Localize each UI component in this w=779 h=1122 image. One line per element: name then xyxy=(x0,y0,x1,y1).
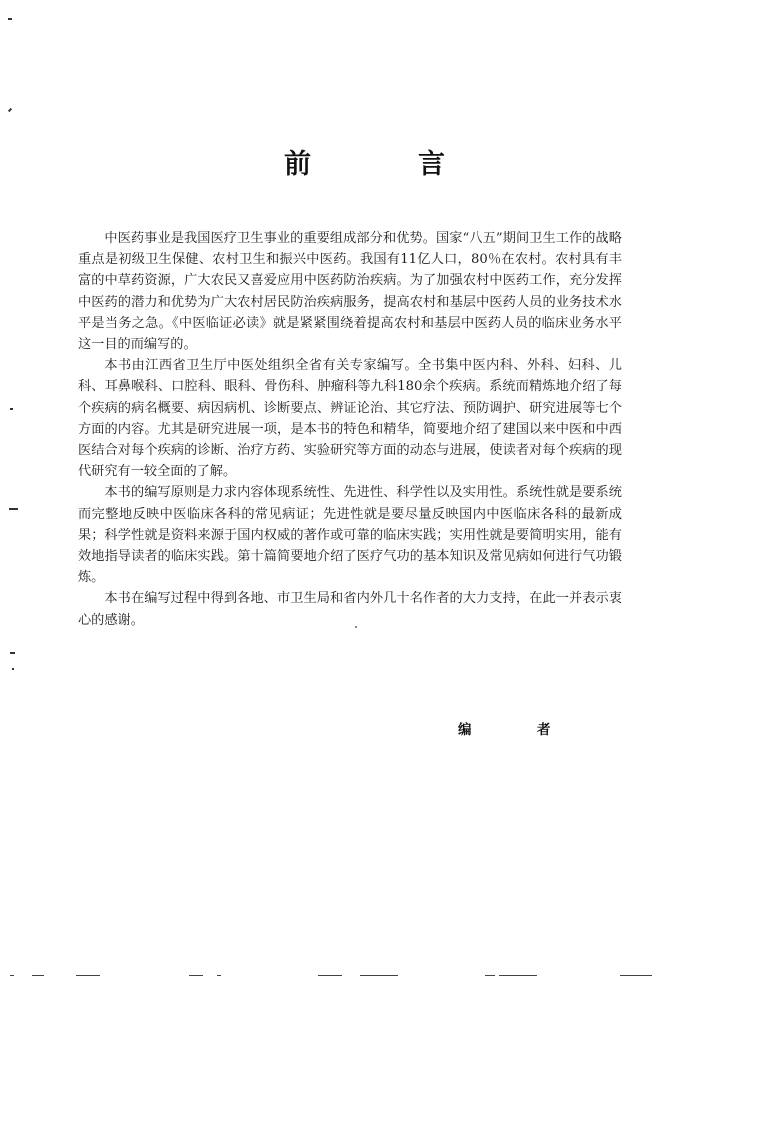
paragraph: 本书由江西省卫生厅中医处组织全省有关专家编写。全书集中医内科、外科、妇科、儿科、耳鼻喉科、口腔科、眼科、骨伤科、肿瘤科等九科180余个疾病。系统而精炼地介绍了每个疾病的病名概要、病因病机、诊断要点、辨证论治、其它疗法、预防调护、研究进展等七个方面的内容。尤其是研究进展一项，是本书的特色和精华，简要地介绍了建国以来中医和中西医结合对每个疾病的诊断、治疗方药、实验研究等方面的动态与进展，使读者对每个疾病的现代研究有一较全面的了解。 xyxy=(78,358,622,480)
page-title: 前 言 xyxy=(284,149,485,180)
paragraph: 中医药事业是我国医疗卫生事业的重要组成部分和优势。国家“八五”期间卫生工作的战略重点是初级卫生保健、农村卫生和振兴中医药。我国有11亿人口，80％在农村。农村具有丰富的中草药资源，广大农民又喜爱应用中医药防治疾病。为了加强农村中医药工作，充分发挥中医药的潜力和优势为广大农村居民防治疾病服务，提高农村和基层中医药人员的业务技术水平是当务之急。《中医临证必读》就是紧紧围绕着提高农村和基层中医药人员的临床业务水平这一目的而编写的。 xyxy=(78,231,622,353)
paragraph: 本书在编写过程中得到各地、市卫生局和省内外几十名作者的大力支持，在此一并表示衷心的感谢。 xyxy=(78,591,622,628)
author-signature: 编 者 xyxy=(458,722,577,738)
paragraph: 本书的编写原则是力求内容体现系统性、先进性、科学性以及实用性。系统性就是要系统而完整地反映中医临床各科的常见病证；先进性就是要尽量反映国内中医临床各科的最新成果；科学性就是资料来源于国内权威的著作或可靠的临床实践；实用性就是要简明实用，能有效地指导读者的临床实践。第十篇简要地介绍了医疗气功的基本知识及常见病如何进行气功锻炼。 xyxy=(78,485,622,586)
